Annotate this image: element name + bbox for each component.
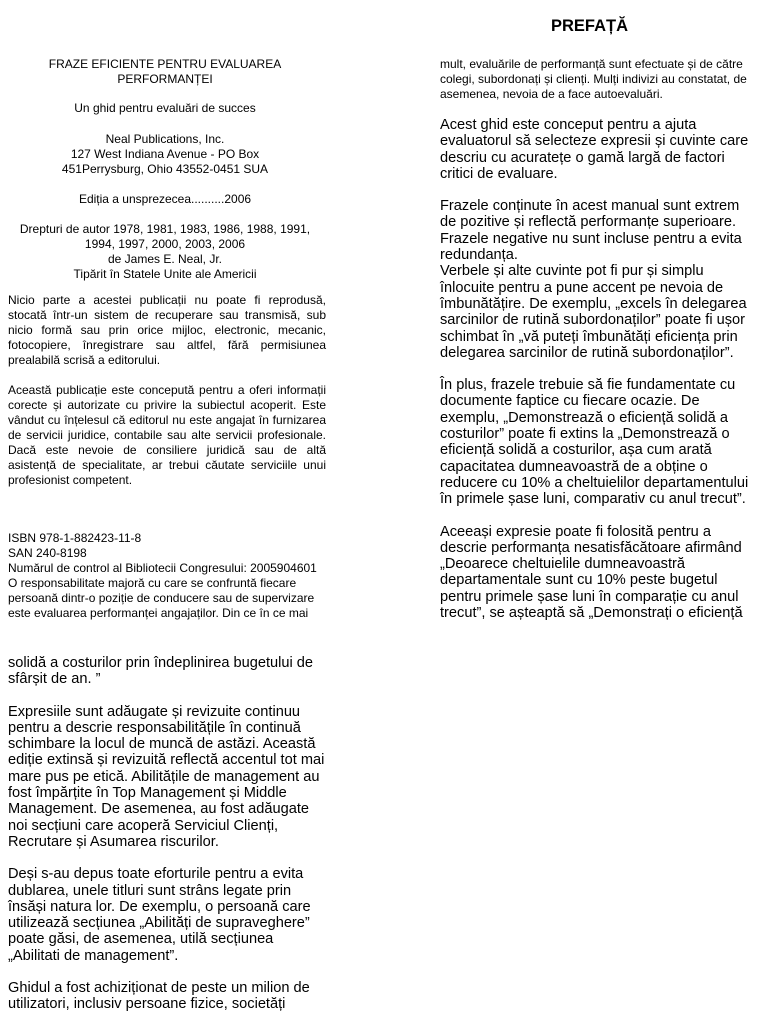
isbn-line: ISBN 978-1-882423-11-8 [8,531,142,545]
preface-body [440,117,758,621]
publisher-address1: 127 West Indiana Avenue - PO Box [70,147,260,161]
preface-continued [8,655,326,1013]
disclaimer: Această publicație este concepută pentru a oferi informații corecte și autorizate cu privire la subiectul acoperit. Este vândut cu înțelesul că editorul nu este angajat în furnizarea de servicii juridice, contabile sau alte servicii profesionale. Dacă este nevoie de consiliere juridică sau de altă asistență de specialitate, ar trebui căutate serviciile unui profesionist competent. [8,383,326,487]
preface-heading: PREFAȚĂ [551,17,629,35]
preface-paragraph-5: Aceeași expresie poate fi folosită pentru a descrie performanța nesatisfăcătoare afirmând „Deoarece cheltuielile dumneavoastră departamentale sunt cu 10% peste bugetul pentru primele șase luni în comparație cu anul trecut”, se așteaptă să „Demonstrați o eficiență [440,523,743,622]
preface-paragraph-4: În plus, frazele trebuie să fie fundamentate cu documente faptice cu fiecare ocazie. De exemplu, „Demonstrează o eficiență solidă a costurilor” poate fi extins la „Demonstrează o eficiență solidă a costurilor, așa cum arată capacitatea dumneavoastră de a obține o reducere cu 10% a cheltuielilor departamentului în primele șase luni, comparativ cu anul trecut”. [440,377,749,508]
publisher-block [20,132,310,177]
intro-line3: este evaluarea performanței angajaților. Din ce în ce mai [8,606,309,620]
book-title [20,57,310,87]
preface-cont-paragraph-3: Deși s-au depus toate eforturile pentru a evita dublarea, unele titluri sunt strâns legate prin însăși natura lor. De exemplu, o persoană care utilizează secțiunea „Abilități de supraveghere” poate găsi, de asemenea, utilă secțiunea „Abilitati de management”. [8,866,311,964]
preface-paragraph-1: Acest ghid este conceput pentru a ajuta evaluatorul să selecteze expresii și cuvinte care descriu cu acuratețe o gamă largă de factori critici de evaluare. [440,117,749,182]
book-subtitle: Un ghid pentru evaluări de succes [74,101,256,115]
preface-intro-continued: mult, evaluările de performanță sunt efectuate și de către colegi, subordonați și clienți. Mulți indivizi au constatat, de asemenea, nevoia de a face autoevaluări. [440,57,747,101]
copyright-block [5,222,325,282]
san-line: SAN 240-8198 [8,546,87,560]
preface-paragraph-2: Frazele conținute în acest manual sunt extrem de pozitive și reflectă performanțe superioare. Frazele negative nu sunt incluse pentru a evita redundanța. [440,198,742,264]
book-title-line2: PERFORMANȚEI [117,72,213,86]
preface-paragraph-3: Verbele și alte cuvinte pot fi pur și simplu înlocuite pentru a pune accent pe nevoia de îmbunătățire. De exemplu, „excels în delegarea sarcinilor de rutină subordonaților” poate fi ușor schimbat în „vă puteți îmbunătăți eficiența prin delegarea sarcinilor de rutină subordonaților”. [440,263,747,361]
preface-cont-paragraph-2: Expresiile sunt adăugate și revizuite continuu pentru a descrie responsabilitățile în continuă schimbare la locul de muncă de astăzi. Această ediție extinsă și revizuită reflectă accentul tot mai mare pus pe etică. Abilitățile de management au fost împărțite în Top Management și Middle Management. De asemenea, au fost adăugate noi secțiuni care acoperă Serviciul Clienți, Recrutare și Asumarea riscurilor. [8,703,325,850]
intro-line1: O responsabilitate majoră cu care se confruntă fiecare [8,576,297,590]
catalog-block [8,531,338,621]
copyright-line1: Drepturi de autor 1978, 1981, 1983, 1986, 1988, 1991, [19,222,311,236]
book-title-line1: FRAZE EFICIENTE PENTRU EVALUAREA [48,57,282,71]
printed-line: Tipărit în Statele Unite ale Americii [73,267,257,281]
preface-cont-paragraph-4: Ghidul a fost achiziționat de peste un milion de utilizatori, inclusiv persoane fizice, societăți [8,980,310,1013]
intro-line2: persoană dintr-o poziție de conducere sau de supervizare [8,591,315,605]
publisher-address2: 451Perrysburg, Ohio 43552-0451 SUA [61,162,269,176]
author-line: de James E. Neal, Jr. [107,252,223,266]
edition-line: Ediția a unsprezecea..........2006 [78,192,252,206]
publisher-name: Neal Publications, Inc. [105,132,225,146]
rights-notice: Nicio parte a acestei publicații nu poate fi reprodusă, stocată într-un sistem de recuperare sau transmisă, sub nicio formă sau prin orice mijloc, electronic, mecanic, fotocopiere, înregistrare sau altfel, fără permisiunea prealabilă scrisă a editorului. [8,293,326,367]
copyright-line2: 1994, 1997, 2000, 2003, 2006 [84,237,246,251]
preface-cont-paragraph-1: solidă a costurilor prin îndeplinirea bugetului de sfârșit de an. ” [8,655,314,688]
loc-line: Numărul de control al Bibliotecii Congresului: 2005904601 [8,561,317,575]
